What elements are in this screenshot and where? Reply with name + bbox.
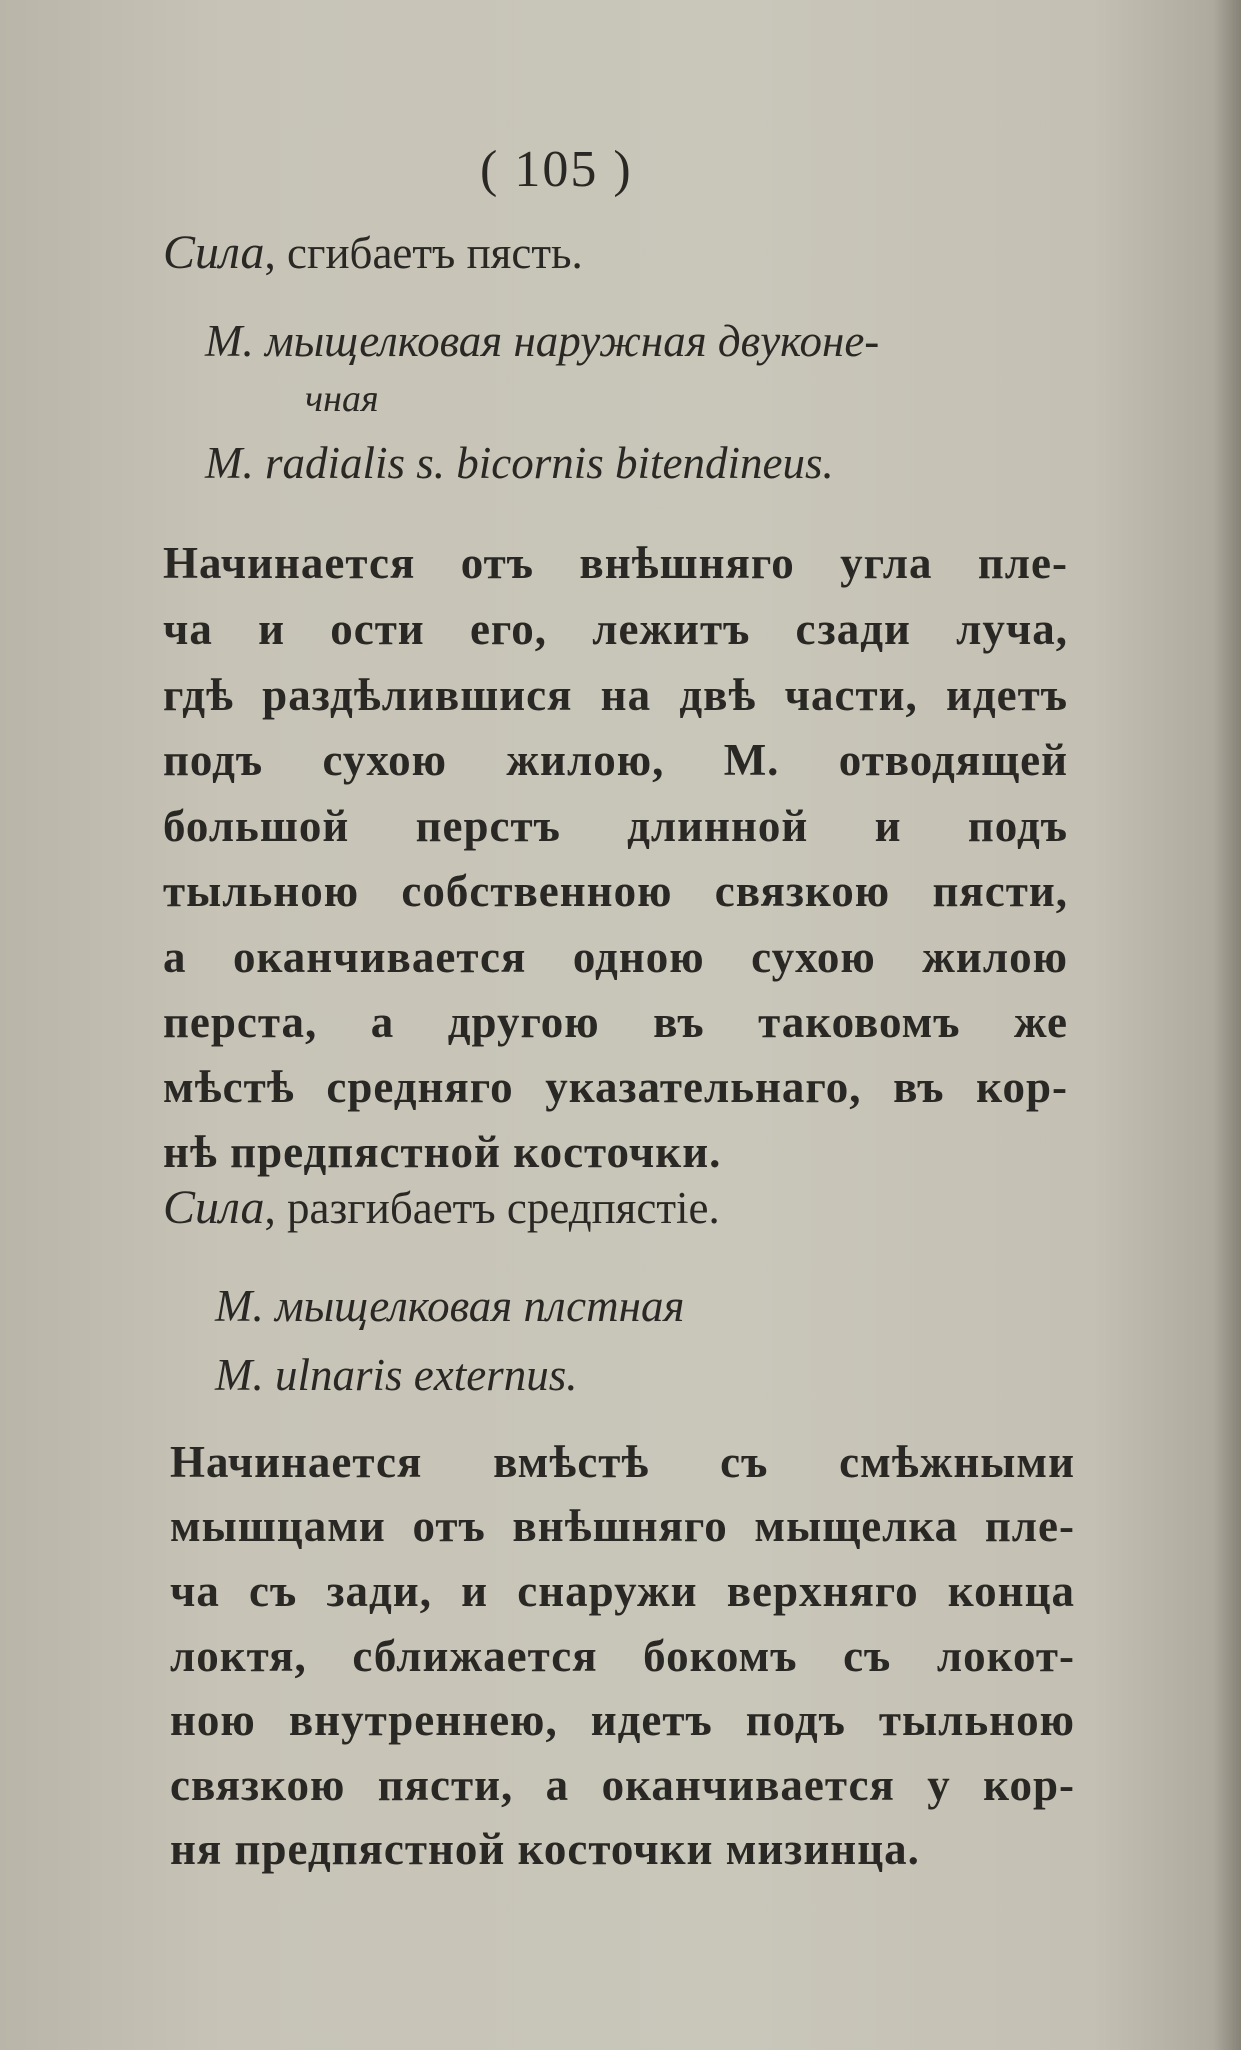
para-line: связкою пясти, а оканчивается у кор- xyxy=(170,1760,1075,1810)
para-line: ча и ости его, лежитъ сзади луча, xyxy=(163,604,1068,654)
muscle-latin-name: M. radialis s. bicornis bitendineus. xyxy=(205,438,834,488)
para-line: а оканчивается одною сухою жилою xyxy=(163,932,1068,982)
muscle-russian-name: М. мыщелковая наружная двуконе- xyxy=(205,316,880,366)
para-line: ною внутреннею, идетъ подъ тыльною xyxy=(170,1695,1075,1745)
page-edge-shadow xyxy=(1213,0,1241,2050)
force-heading: Сила xyxy=(163,1181,265,1234)
para-line: мышцами отъ внѣшняго мыщелка пле- xyxy=(170,1501,1075,1551)
para-line: гдѣ раздѣлившися на двѣ части, идетъ xyxy=(163,670,1068,720)
para-line: перста, а другою въ таковомъ же xyxy=(163,997,1068,1047)
muscle-russian-name: М. мыщелковая плстная xyxy=(215,1281,685,1331)
para-line: локтя, сближается бокомъ съ локот- xyxy=(170,1631,1075,1681)
para-line: Начинается отъ внѣшняго угла пле- xyxy=(163,538,1068,588)
muscle-latin-name: M. ulnaris externus. xyxy=(215,1350,578,1400)
page-number: ( 105 ) xyxy=(480,141,633,198)
para-line: тыльною собственною связкою пясти, xyxy=(163,866,1068,916)
force-text: , сгибаетъ пясть. xyxy=(264,228,583,278)
force-line-1 xyxy=(163,225,583,280)
force-text: , разгибаетъ средпястіе. xyxy=(264,1183,720,1233)
para-line: нѣ предпястной косточки. xyxy=(163,1127,722,1177)
para-line: Начинается вмѣстѣ съ смѣжными xyxy=(170,1437,1075,1487)
para-line: большой перстъ длинной и подъ xyxy=(163,801,1068,851)
para-line: подъ сухою жилою, М. отводящей xyxy=(163,735,1068,785)
para-line: ча съ зади, и снаружи верхняго конца xyxy=(170,1566,1075,1616)
force-heading: Сила xyxy=(163,226,265,279)
force-line-2 xyxy=(163,1180,720,1235)
para-line: мѣстѣ средняго указательнаго, въ кор- xyxy=(163,1062,1068,1112)
muscle-russian-name-cont: чная xyxy=(305,378,379,420)
para-line: ня предпястной косточки мизинца. xyxy=(170,1824,920,1874)
